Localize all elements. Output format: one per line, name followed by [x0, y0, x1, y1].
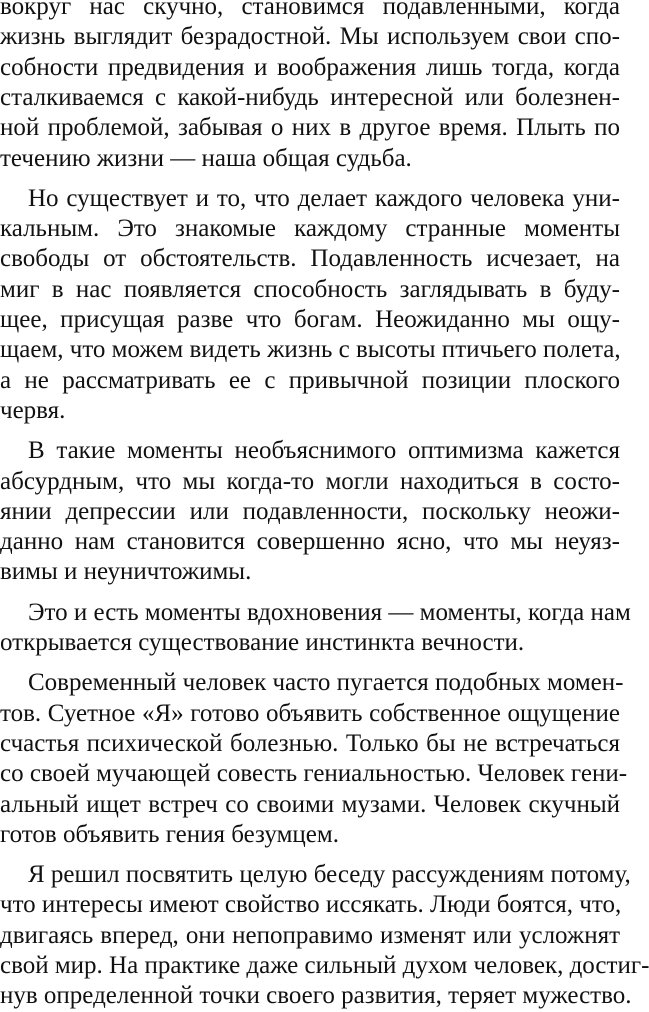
- text-line: Я решил посвятить целую беседу рассуждениям потому,: [28, 861, 631, 889]
- text-line: ной проблемой, забывая о них в другое время. Плыть по: [0, 114, 620, 142]
- text-line: сталкиваемся с какой-нибудь интересной или болезнен-: [0, 83, 620, 111]
- text-line: свой мир. На практике даже сильный духом человек, достиг-: [0, 952, 649, 979]
- text-line: Современный человек часто пугается подобных момен-: [28, 669, 624, 697]
- text-line: собности предвидения и воображения лишь тогда, когда: [0, 53, 620, 81]
- text-line: готов объявить гения безумцем.: [0, 820, 339, 848]
- text-line: Но существует и то, что делает каждого человека уни-: [28, 184, 620, 212]
- text-line: со своей мучающей совесть гениальностью. Человек гени-: [0, 760, 628, 788]
- text-line: открывается существование инстинкта вечности.: [0, 629, 525, 656]
- text-line: нув определенной точки своего развития, теряет мужество.: [0, 982, 632, 1010]
- text-line: кальным. Это знакомые каждому странные моменты: [0, 215, 620, 243]
- text-line: червя.: [0, 396, 66, 424]
- text-line: данно нам становится совершенно ясно, что мы неуяз-: [0, 528, 620, 556]
- text-line: альный ищет встреч со своими музами. Человек скучный: [0, 790, 620, 818]
- text-line: вокруг нас скучно, становимся подавленными, когда: [0, 0, 620, 20]
- text-line: жизнь выглядит безрадостной. Мы используем свои спо-: [0, 23, 620, 51]
- text-line: вимы и неуничтожимы.: [0, 558, 252, 586]
- text-line: щее, присущая разве что богам. Неожиданно мы ощу-: [0, 306, 620, 333]
- text-line: свободы от обстоятельств. Подавленность исчезает, на: [0, 245, 620, 273]
- text-line: щаем, что можем видеть жизнь с высоты птичьего полета,: [0, 336, 621, 364]
- text-line: миг в нас появляется способность заглядывать в буду-: [0, 275, 620, 303]
- text-line: двигаясь вперед, они непоправимо изменят или усложнят: [0, 921, 620, 949]
- text-line: В такие моменты необъяснимого оптимизма кажется: [28, 437, 620, 465]
- text-line: течению жизни — наша общая судьба.: [0, 144, 412, 172]
- text-line: Это и есть моменты вдохновения — моменты, когда нам: [28, 598, 631, 626]
- text-line: янии депрессии или подавленности, поскольку неожи-: [0, 497, 620, 525]
- text-line: а не рассматривать ее с привычной позиции плоского: [0, 366, 620, 394]
- text-line: счастья психической болезнью. Только бы не встречаться: [0, 729, 620, 757]
- text-line: абсурдным, что мы когда-то могли находиться в состо-: [0, 467, 620, 495]
- text-line: что интересы имеют свойство иссякать. Люди боятся, что,: [0, 891, 622, 919]
- text-line: тов. Суетное «Я» готово объявить собственное ощущение: [0, 699, 620, 727]
